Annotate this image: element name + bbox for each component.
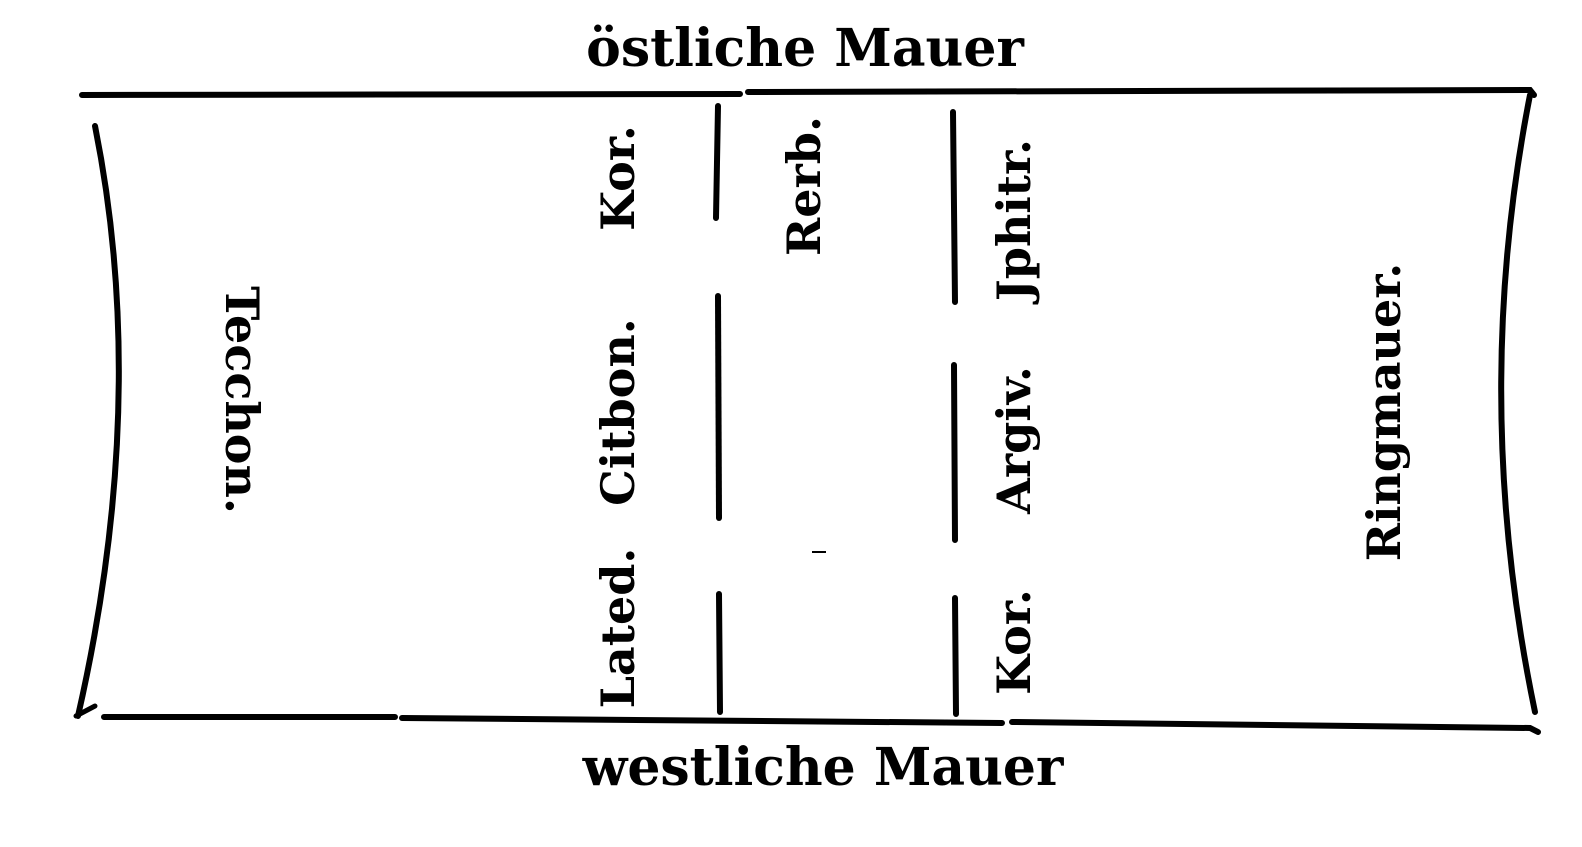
col3-middle-label: Argiv. — [987, 366, 1041, 514]
col1-bottom-label: Lated. — [591, 547, 645, 709]
right-label: Ringmauer. — [1357, 262, 1411, 562]
left-label: Tecchon. — [215, 286, 269, 514]
col3-top-label: Jphitr. — [987, 138, 1041, 302]
title-top: östliche Mauer — [586, 18, 1024, 79]
right-curved-wall — [1501, 95, 1535, 712]
col1-top-label: Kor. — [591, 125, 645, 231]
divider-line-1 — [716, 106, 720, 712]
bottom-wall-line — [104, 717, 1538, 732]
col3-bottom-label: Kor. — [987, 589, 1041, 695]
col1-middle-label: Citbon. — [591, 318, 645, 506]
col2-top-label: Rerb. — [777, 116, 831, 256]
title-bottom: westliche Mauer — [582, 737, 1064, 798]
divider-line-2 — [953, 112, 956, 714]
left-curved-wall — [78, 126, 119, 716]
top-wall-line — [82, 90, 1534, 95]
